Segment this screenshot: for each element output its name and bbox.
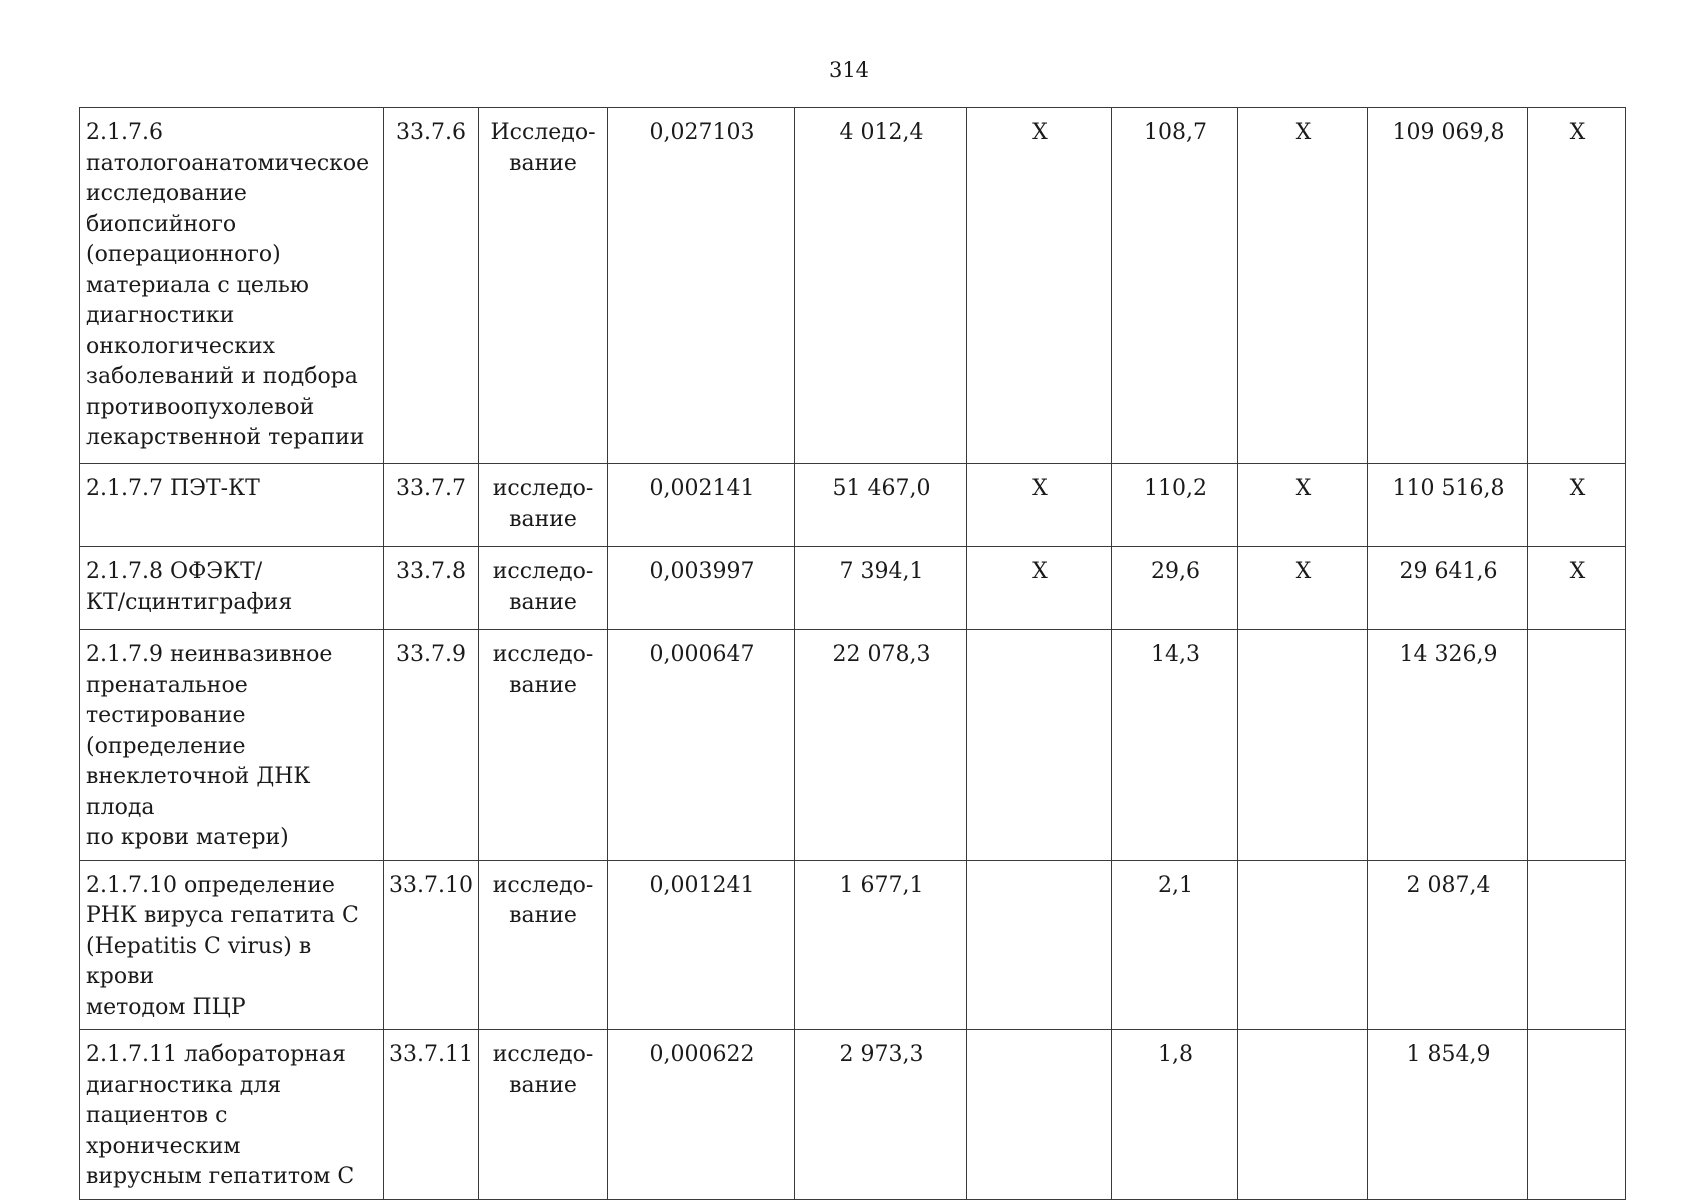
cell-col9: 29 641,6 <box>1368 547 1528 630</box>
cell-col10: Х <box>1528 547 1626 630</box>
table-row <box>80 860 1626 1030</box>
cell-code: 33.7.10 <box>384 860 479 1030</box>
cell-unit: исследо- вание <box>479 630 608 861</box>
cell-col10: Х <box>1528 108 1626 464</box>
data-table <box>79 107 1626 1200</box>
cell-code: 33.7.9 <box>384 630 479 861</box>
table-row <box>80 464 1626 547</box>
cell-col7: 110,2 <box>1112 464 1238 547</box>
cell-code: 33.7.6 <box>384 108 479 464</box>
cell-col9: 14 326,9 <box>1368 630 1528 861</box>
table-row <box>80 547 1626 630</box>
cell-unit: Исследо- вание <box>479 108 608 464</box>
page-number: 314 <box>828 58 870 82</box>
cell-col8: Х <box>1238 464 1368 547</box>
cell-col9: 1 854,9 <box>1368 1030 1528 1200</box>
cell-col10: Х <box>1528 464 1626 547</box>
cell-col9: 2 087,4 <box>1368 860 1528 1030</box>
cell-name: 2.1.7.9 неинвазивное пренатальное тестирование (определение внеклеточной ДНК плода по крови матери) <box>80 630 384 861</box>
cell-col8 <box>1238 860 1368 1030</box>
cell-col6 <box>967 860 1112 1030</box>
cell-norm: 0,000647 <box>608 630 795 861</box>
cell-col6: Х <box>967 547 1112 630</box>
cell-cost: 1 677,1 <box>795 860 967 1030</box>
cell-cost: 7 394,1 <box>795 547 967 630</box>
cell-unit: исследо- вание <box>479 1030 608 1200</box>
cell-unit: исследо- вание <box>479 547 608 630</box>
cell-name: 2.1.7.8 ОФЭКТ/ КТ/сцинтиграфия <box>80 547 384 630</box>
cell-name: 2.1.7.10 определение РНК вируса гепатита С (Hepatitis С virus) в крови методом ПЦР <box>80 860 384 1030</box>
cell-code: 33.7.8 <box>384 547 479 630</box>
cell-code: 33.7.11 <box>384 1030 479 1200</box>
cell-col6 <box>967 1030 1112 1200</box>
cell-col7: 1,8 <box>1112 1030 1238 1200</box>
cell-col6 <box>967 630 1112 861</box>
cell-norm: 0,000622 <box>608 1030 795 1200</box>
table-row <box>80 1030 1626 1200</box>
cell-norm: 0,003997 <box>608 547 795 630</box>
cell-cost: 2 973,3 <box>795 1030 967 1200</box>
cell-col9: 110 516,8 <box>1368 464 1528 547</box>
cell-norm: 0,027103 <box>608 108 795 464</box>
cell-col8 <box>1238 630 1368 861</box>
cell-col10 <box>1528 630 1626 861</box>
cell-col7: 29,6 <box>1112 547 1238 630</box>
cell-cost: 4 012,4 <box>795 108 967 464</box>
cell-col8: Х <box>1238 108 1368 464</box>
cell-col8: Х <box>1238 547 1368 630</box>
cell-unit: исследо- вание <box>479 860 608 1030</box>
cell-code: 33.7.7 <box>384 464 479 547</box>
cell-name: 2.1.7.11 лабораторная диагностика для пациентов с хроническим вирусным гепатитом С <box>80 1030 384 1200</box>
cell-col6: Х <box>967 464 1112 547</box>
cell-col7: 2,1 <box>1112 860 1238 1030</box>
cell-col7: 108,7 <box>1112 108 1238 464</box>
cell-cost: 22 078,3 <box>795 630 967 861</box>
cell-col10 <box>1528 860 1626 1030</box>
cell-cost: 51 467,0 <box>795 464 967 547</box>
cell-name: 2.1.7.6 патологоанатомическое исследование биопсийного (операционного) материала с целью диагностики онкологических заболеваний и подбора противоопухолевой лекарственной терапии <box>80 108 384 464</box>
table-row <box>80 108 1626 464</box>
cell-col10 <box>1528 1030 1626 1200</box>
cell-norm: 0,002141 <box>608 464 795 547</box>
cell-norm: 0,001241 <box>608 860 795 1030</box>
cell-unit: исследо- вание <box>479 464 608 547</box>
cell-col7: 14,3 <box>1112 630 1238 861</box>
cell-col8 <box>1238 1030 1368 1200</box>
cell-col6: Х <box>967 108 1112 464</box>
table-row <box>80 630 1626 861</box>
cell-col9: 109 069,8 <box>1368 108 1528 464</box>
cell-name: 2.1.7.7 ПЭТ-КТ <box>80 464 384 547</box>
